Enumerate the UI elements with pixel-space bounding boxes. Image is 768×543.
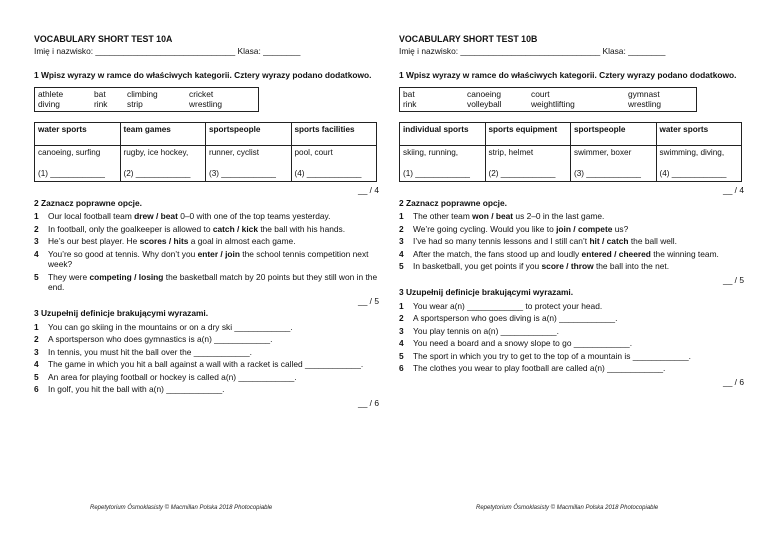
task3-score: __ / 6: [723, 376, 744, 387]
item-text: the ball into the net.: [593, 261, 670, 272]
word-box-word: bat: [403, 88, 415, 99]
footer-a: Repetytorium Ósmoklasisty © Macmillan Polska 2018 Photocopiable: [90, 505, 273, 511]
item-number: 6: [34, 384, 39, 395]
word-box-word: climbing: [127, 88, 158, 99]
task2-item: [399, 249, 744, 260]
item-number: 3: [399, 236, 404, 247]
category-blank[interactable]: (3) ____________: [574, 169, 641, 179]
item-number: 1: [34, 321, 39, 332]
item-text: A sportsperson who does gymnastics is a(n) ____________.: [48, 334, 273, 345]
item-text: You wear a(n) ____________ to protect your head.: [413, 300, 603, 311]
task2-score: __ / 5: [723, 274, 744, 285]
task3-item[interactable]: [34, 384, 379, 395]
option-choice[interactable]: competing / losing: [89, 271, 164, 282]
category-header: water sports: [656, 122, 742, 145]
option-choice[interactable]: won / beat: [472, 211, 514, 222]
word-box-word: wrestling: [628, 99, 662, 110]
item-number: 5: [399, 261, 404, 272]
task2-item: [34, 272, 379, 293]
task2-list: [399, 211, 744, 272]
category-blank[interactable]: (1) ____________: [403, 169, 470, 179]
category-cell: [485, 145, 571, 182]
item-number: 5: [34, 371, 39, 382]
item-text: You need a board and a snowy slope to go ____________.: [413, 338, 633, 349]
category-example: pool, court: [294, 147, 333, 157]
test-title: VOCABULARY SHORT TEST 10B: [399, 34, 538, 44]
category-cell: [206, 145, 292, 182]
category-cell: [571, 145, 657, 182]
task3-item[interactable]: [399, 313, 744, 324]
task3-list: [399, 301, 744, 374]
task3-item[interactable]: [34, 334, 379, 345]
test-title: VOCABULARY SHORT TEST 10A: [34, 34, 173, 44]
item-number: 3: [34, 236, 39, 247]
item-number: 4: [34, 359, 39, 370]
word-box-word: diving: [38, 99, 60, 110]
item-text: In tennis, you must hit the ball over the ____________.: [48, 346, 252, 357]
word-box-word: court: [531, 88, 550, 99]
task2-item: [34, 236, 379, 247]
item-number: 1: [399, 211, 404, 222]
test-b-column: [399, 34, 744, 387]
item-text: the school tennis competition next week?: [48, 248, 369, 270]
task2-title: 2 Zaznacz poprawne opcje.: [399, 197, 507, 208]
item-text: a goal in almost each game.: [188, 236, 296, 247]
category-cell: [400, 145, 486, 182]
category-blank[interactable]: (2) ____________: [488, 169, 556, 179]
task3-item[interactable]: [399, 351, 744, 362]
option-choice[interactable]: hit / catch: [589, 236, 629, 247]
item-number: 2: [34, 223, 39, 234]
category-blank[interactable]: (2) ____________: [123, 169, 191, 179]
item-text: We’re going cycling. Would you like to: [413, 223, 557, 234]
item-number: 4: [34, 248, 39, 259]
word-box-word: rink: [403, 99, 417, 110]
item-text: After the match, the fans stood up and loudly: [413, 248, 582, 259]
category-header: sportspeople: [206, 122, 292, 145]
item-number: 2: [34, 334, 39, 345]
item-text: You’re so good at tennis. Why don’t you: [48, 248, 198, 259]
task3-item[interactable]: [399, 363, 744, 374]
task3-title: 3 Uzupełnij definicje brakującymi wyrazami.: [34, 308, 209, 319]
option-choice[interactable]: scores / hits: [139, 236, 189, 247]
item-text: us 2–0 in the last game.: [513, 211, 605, 222]
word-box-word: volleyball: [467, 99, 502, 110]
category-example: skiing, running,: [403, 147, 459, 157]
item-text: us?: [612, 223, 629, 234]
name-class-line: Imię i nazwisko: ______________________________ Klasa: ________: [399, 45, 666, 56]
word-box: [34, 87, 259, 112]
category-example: rugby, ice hockey,: [123, 147, 189, 157]
task3-item[interactable]: [34, 347, 379, 358]
task1-score: __ / 4: [358, 185, 379, 196]
option-choice[interactable]: join / compete: [556, 223, 613, 234]
category-header: sportspeople: [571, 122, 657, 145]
item-number: 5: [399, 350, 404, 361]
category-header: team games: [120, 122, 206, 145]
task2-title: 2 Zaznacz poprawne opcje.: [34, 197, 142, 208]
task2-item: [34, 211, 379, 222]
task2-item: [399, 224, 744, 235]
category-example: runner, cyclist: [209, 147, 260, 157]
item-number: 2: [399, 313, 404, 324]
task2-item: [399, 211, 744, 222]
task2-item: [34, 249, 379, 270]
item-number: 1: [34, 211, 39, 222]
task1-title: 1 Wpisz wyrazy w ramce do właściwych kategorii. Cztery wyrazy podano dodatkowo.: [399, 70, 737, 81]
word-box-word: gymnast: [628, 88, 660, 99]
option-choice[interactable]: score / throw: [541, 261, 594, 272]
item-number: 2: [399, 223, 404, 234]
task1-title: 1 Wpisz wyrazy w ramce do właściwych kategorii. Cztery wyrazy podano dodatkowo.: [34, 70, 372, 81]
item-text: Our local football team: [48, 211, 135, 222]
task1-score: __ / 4: [723, 185, 744, 196]
item-number: 4: [399, 248, 404, 259]
category-blank[interactable]: (3) ____________: [209, 169, 276, 179]
item-number: 6: [399, 363, 404, 374]
task3-item[interactable]: [34, 372, 379, 383]
category-blank[interactable]: (1) ____________: [38, 169, 105, 179]
category-example: swimmer, boxer: [574, 147, 632, 157]
option-choice[interactable]: catch / kick: [212, 223, 258, 234]
item-text: I’ve had so many tennis lessons and I still can’t: [413, 236, 590, 247]
footer-b: Repetytorium Ósmoklasisty © Macmillan Polska 2018 Photocopiable: [476, 505, 659, 511]
category-cell: [35, 145, 121, 182]
item-text: They were: [48, 271, 90, 282]
item-text: In basketball, you get points if you: [413, 261, 542, 272]
category-example: strip, helmet: [488, 147, 534, 157]
word-box: [399, 87, 697, 112]
item-text: He’s our best player. He: [48, 236, 140, 247]
task3-item[interactable]: [34, 322, 379, 333]
item-text: The game in which you hit a ball against a wall with a racket is called ____________.: [48, 359, 364, 370]
word-box-word: weightlifting: [531, 99, 575, 110]
item-text: The sport in which you try to get to the top of a mountain is ____________.: [413, 350, 691, 361]
item-number: 3: [399, 325, 404, 336]
item-text: You play tennis on a(n) ____________.: [413, 325, 559, 336]
task2-list: [34, 211, 379, 293]
category-example: canoeing, surfing: [38, 147, 101, 157]
option-choice[interactable]: drew / beat: [134, 211, 178, 222]
task3-item[interactable]: [399, 301, 744, 312]
item-number: 4: [399, 338, 404, 349]
item-text: the ball with his hands.: [258, 223, 346, 234]
task3-item[interactable]: [34, 359, 379, 370]
task3-title: 3 Uzupełnij definicje brakującymi wyrazami.: [399, 287, 574, 298]
item-text: the ball well.: [628, 236, 677, 247]
category-header: sports equipment: [485, 122, 571, 145]
task3-item[interactable]: [399, 326, 744, 337]
category-blank[interactable]: (4) ____________: [294, 169, 362, 179]
item-text: the basketball match by 20 points but they still won in the end.: [48, 271, 378, 293]
word-box-word: wrestling: [189, 99, 223, 110]
item-text: An area for playing football or hockey is called a(n) ____________.: [48, 371, 297, 382]
task2-score: __ / 5: [358, 295, 379, 306]
category-header: individual sports: [400, 122, 486, 145]
category-table: [399, 122, 742, 183]
task3-score: __ / 6: [358, 397, 379, 408]
category-header: water sports: [35, 122, 121, 145]
category-blank[interactable]: (4) ____________: [659, 169, 727, 179]
name-class-line: Imię i nazwisko: ______________________________ Klasa: ________: [34, 45, 301, 56]
category-example: swimming, diving,: [659, 147, 725, 157]
category-cell: [120, 145, 206, 182]
test-a-column: [34, 34, 379, 408]
item-text: 0–0 with one of the top teams yesterday.: [177, 211, 331, 222]
option-choice[interactable]: entered / cheered: [581, 248, 651, 259]
item-text: The clothes you wear to play football are called a(n) ____________.: [413, 363, 666, 374]
item-number: 1: [399, 300, 404, 311]
word-box-word: bat: [94, 88, 106, 99]
task3-item[interactable]: [399, 338, 744, 349]
word-box-word: strip: [127, 99, 143, 110]
item-text: In golf, you hit the ball with a(n) ____________.: [48, 384, 225, 395]
item-text: In football, only the goalkeeper is allowed to: [48, 223, 213, 234]
item-text: the winning team.: [650, 248, 719, 259]
item-number: 5: [34, 271, 39, 282]
word-box-word: athlete: [38, 88, 64, 99]
category-cell: [291, 145, 377, 182]
category-table: [34, 122, 377, 183]
item-text: You can go skiing in the mountains or on a dry ski ____________.: [48, 321, 293, 332]
task3-list: [34, 322, 379, 395]
word-box-word: rink: [94, 99, 108, 110]
item-number: 3: [34, 346, 39, 357]
task2-item: [34, 224, 379, 235]
word-box-word: canoeing: [467, 88, 501, 99]
task2-item: [399, 261, 744, 272]
word-box-word: cricket: [189, 88, 214, 99]
option-choice[interactable]: enter / join: [197, 248, 240, 259]
item-text: The other team: [413, 211, 473, 222]
task2-item: [399, 236, 744, 247]
item-text: A sportsperson who goes diving is a(n) ____________.: [413, 313, 618, 324]
category-cell: [656, 145, 742, 182]
category-header: sports facilities: [291, 122, 377, 145]
